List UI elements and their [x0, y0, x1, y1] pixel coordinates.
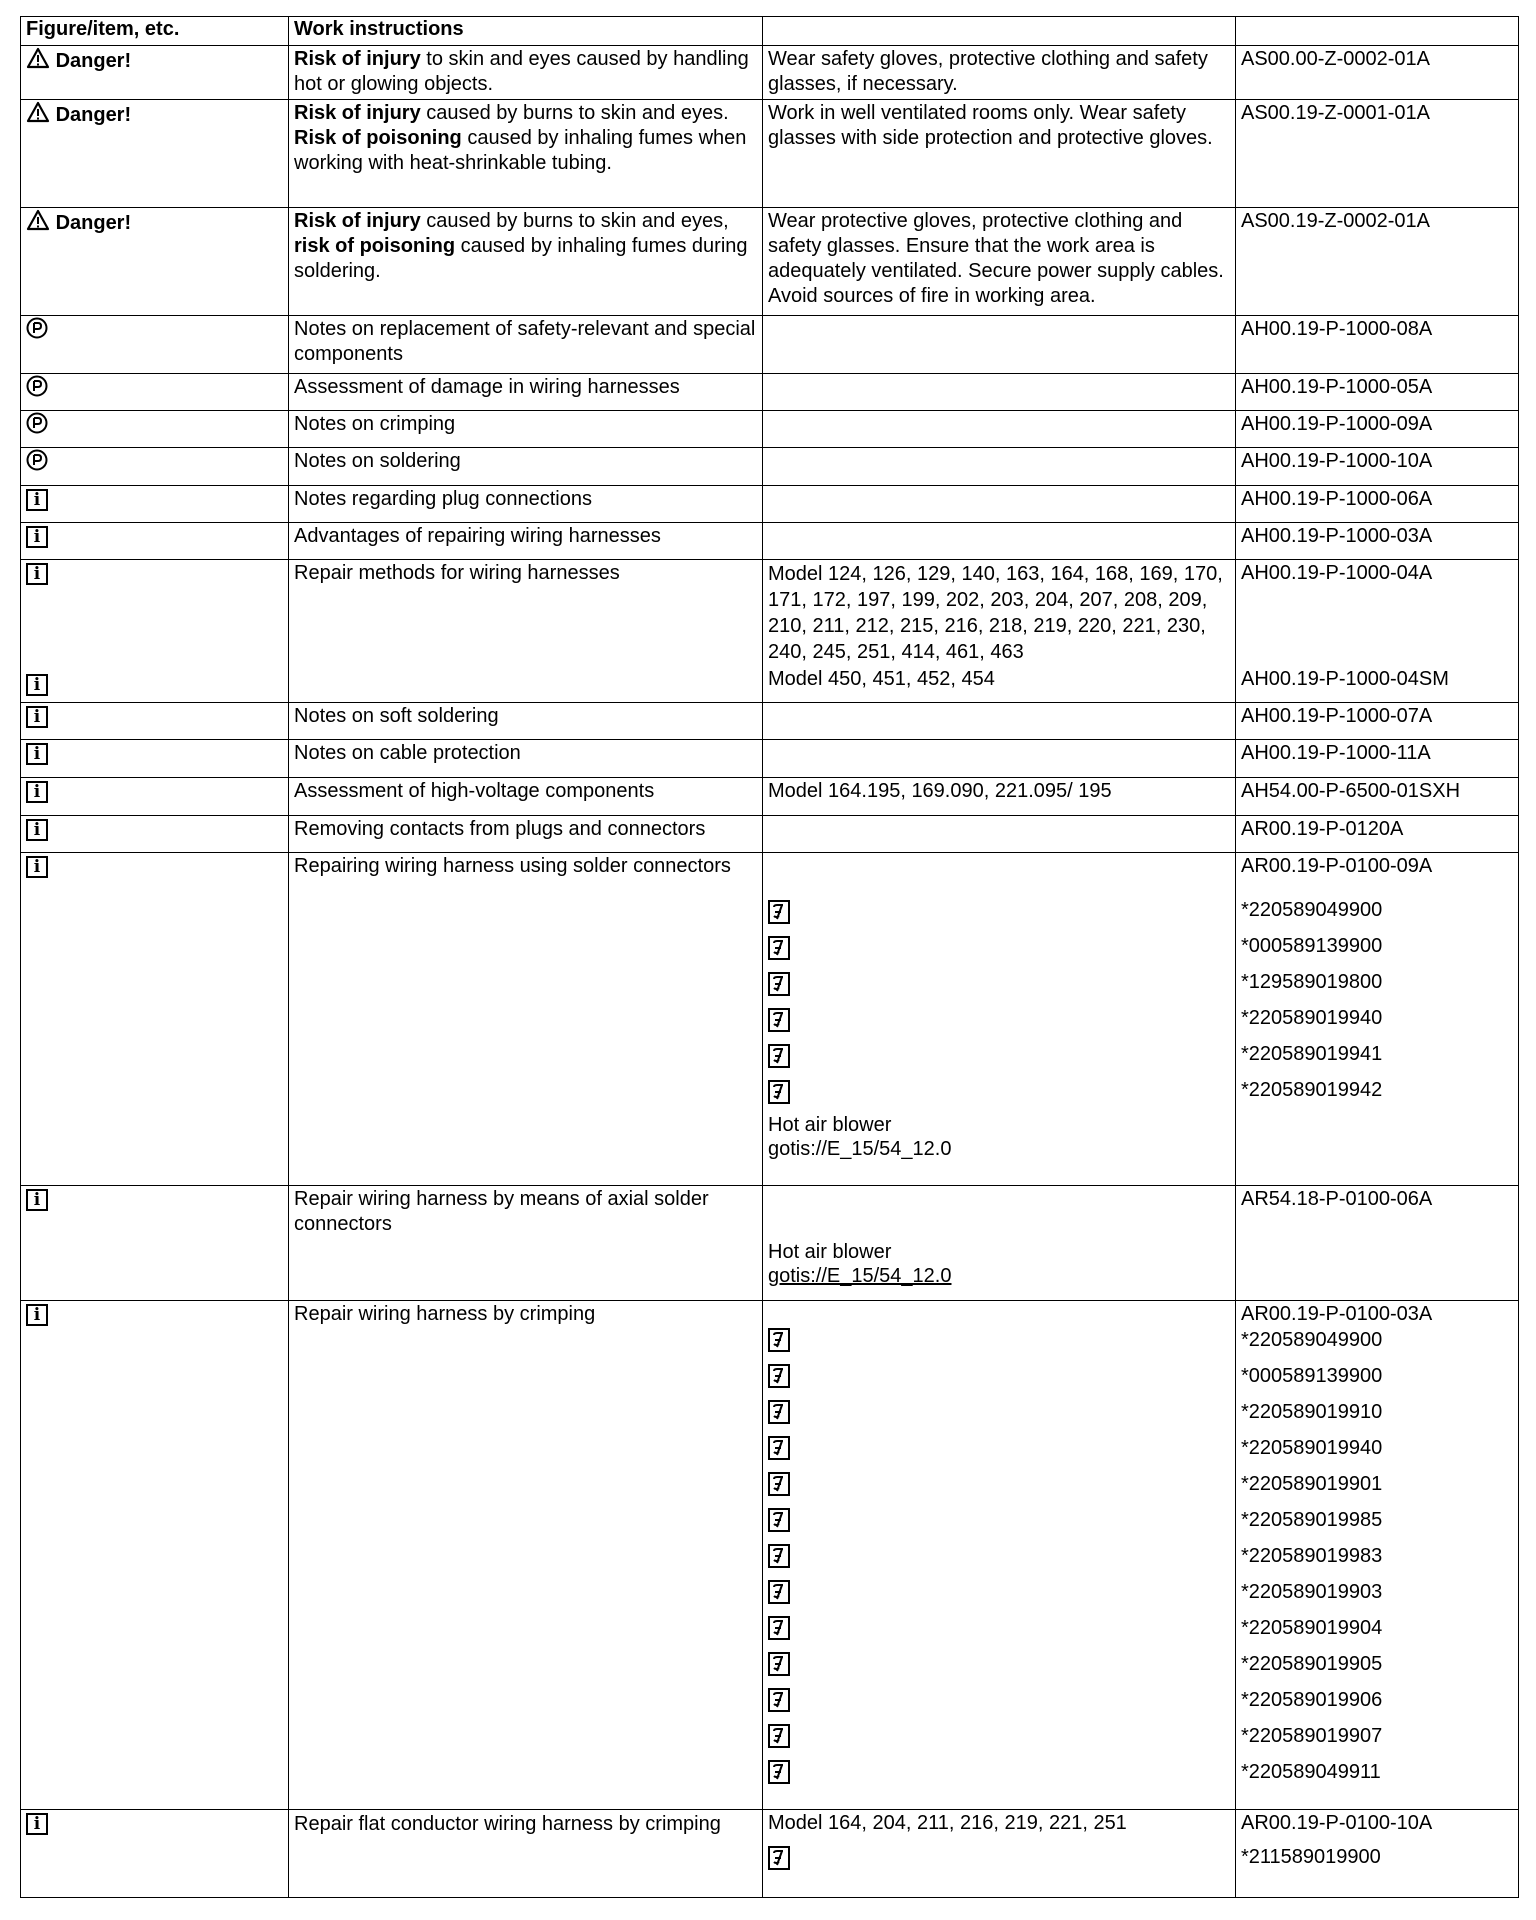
- special-tool-icon: [768, 1008, 790, 1032]
- model-list-2: Model 450, 451, 452, 454: [768, 668, 995, 690]
- note-icon-cell: [21, 374, 289, 411]
- tool-icon-row: [768, 1753, 1230, 1789]
- info-row: [21, 816, 1519, 853]
- danger-row: [21, 208, 1519, 316]
- special-tool-number[interactable]: *220589019941: [1241, 1043, 1383, 1065]
- tool-numbers-column: [1236, 853, 1519, 1186]
- note-empty: [763, 448, 1236, 486]
- blower-cell: [763, 1186, 1236, 1301]
- note-reference[interactable]: AH00.19-P-1000-05A: [1236, 374, 1519, 411]
- special-tool-icon: [768, 1328, 790, 1352]
- info-icon-cell: [21, 853, 289, 1186]
- info-reference[interactable]: AH00.19-P-1000-03A: [1236, 523, 1519, 560]
- info-icon-cell: [21, 816, 289, 853]
- warning-triangle-icon: [26, 209, 50, 238]
- tool-icon-row: [768, 1609, 1230, 1645]
- reference-link-2[interactable]: AH00.19-P-1000-04SM: [1241, 668, 1449, 690]
- risk-label: Risk of injury: [294, 48, 421, 70]
- header-figure-item: Figure/item, etc.: [21, 17, 289, 46]
- risk-label-2: Risk of poisoning: [294, 127, 462, 149]
- special-tool-number[interactable]: *220589019907: [1241, 1725, 1383, 1747]
- tool-icon-row: [768, 1393, 1230, 1429]
- special-tool-icon: [768, 1080, 790, 1104]
- hot-air-blower-label: Hot air blower: [768, 1114, 892, 1136]
- info-icon-cell: [21, 1301, 289, 1810]
- info-model: [763, 1810, 1236, 1898]
- note-circle-icon: [26, 412, 48, 441]
- danger-reference: AS00.19-Z-0002-01A: [1236, 208, 1519, 316]
- special-tool-number[interactable]: *220589019985: [1241, 1509, 1383, 1531]
- special-tool-icon: [768, 1688, 790, 1712]
- work-instructions-table: [20, 16, 1519, 1898]
- special-tool-number[interactable]: *220589019901: [1241, 1473, 1383, 1495]
- risk-label: Risk of injury: [294, 210, 421, 232]
- tool-icon-row: [768, 1429, 1230, 1465]
- special-tool-icon: [768, 1400, 790, 1424]
- gotis-link[interactable]: gotis://E_15/54_12.0: [768, 1138, 952, 1160]
- special-tool-icon: [768, 1724, 790, 1748]
- info-icon: i: [26, 819, 48, 841]
- special-tool-number[interactable]: *220589019942: [1241, 1079, 1383, 1101]
- info-icon: i: [26, 706, 48, 728]
- info-text: Removing contacts from plugs and connectors: [289, 816, 763, 853]
- info-icon: i: [26, 781, 48, 803]
- gotis-link[interactable]: gotis://E_15/54_12.0: [768, 1265, 952, 1287]
- tool-icon-row: [768, 1001, 1230, 1037]
- info-empty: [763, 486, 1236, 523]
- info-icon: i: [26, 563, 48, 585]
- tool-icon-row: [768, 1537, 1230, 1573]
- special-tool-icon: [768, 1846, 790, 1870]
- tool-numbers-column: [1236, 1810, 1519, 1898]
- info-icon: i: [26, 526, 48, 548]
- special-tool-icon: [768, 1472, 790, 1496]
- danger-row: [21, 46, 1519, 100]
- special-tool-icon: [768, 900, 790, 924]
- tool-column: [763, 853, 1236, 1186]
- info-row-solder-connectors: [21, 853, 1519, 1186]
- special-tool-number[interactable]: *220589019940: [1241, 1007, 1383, 1029]
- danger-description: [289, 46, 763, 100]
- model-list: Model 164, 204, 211, 216, 219, 221, 251: [768, 1812, 1127, 1834]
- special-tool-icon: [768, 972, 790, 996]
- special-tool-number[interactable]: *220589019983: [1241, 1545, 1383, 1567]
- info-icon-cell: [21, 778, 289, 816]
- danger-row: [21, 100, 1519, 208]
- note-icon-cell: [21, 316, 289, 374]
- tool-icon-row: [768, 1357, 1230, 1393]
- reference-link[interactable]: AR00.19-P-0100-09A: [1241, 855, 1433, 877]
- info-row-crimping: [21, 1301, 1519, 1810]
- note-circle-icon: [26, 317, 48, 346]
- info-empty: [763, 740, 1236, 778]
- info-reference[interactable]: AH54.00-P-6500-01SXH: [1236, 778, 1519, 816]
- info-text: Advantages of repairing wiring harnesses: [289, 523, 763, 560]
- danger-cell: [21, 100, 289, 208]
- special-tool-icon: [768, 1508, 790, 1532]
- info-row-flat-conductor: [21, 1810, 1519, 1898]
- info-empty: [763, 816, 1236, 853]
- info-text: Notes on cable protection: [289, 740, 763, 778]
- info-icon-cell: [21, 1810, 289, 1898]
- special-tool-icon: [768, 1364, 790, 1388]
- note-row: [21, 374, 1519, 411]
- info-row: [21, 523, 1519, 560]
- special-tool-icon: [768, 936, 790, 960]
- info-text: Assessment of high-voltage components: [289, 778, 763, 816]
- tool-icon-row: [768, 1073, 1230, 1109]
- info-icon: i: [26, 1813, 48, 1835]
- special-tool-icon: [768, 1652, 790, 1676]
- tool-icon-row: [768, 1573, 1230, 1609]
- info-reference[interactable]: AH00.19-P-1000-06A: [1236, 486, 1519, 523]
- hot-air-blower-label: Hot air blower: [768, 1241, 892, 1263]
- info-empty: [763, 703, 1236, 740]
- tool-icon-row: [768, 1321, 1230, 1357]
- info-icon: i: [26, 1304, 48, 1326]
- danger-description: [289, 208, 763, 316]
- special-tool-number[interactable]: *220589049900: [1241, 1329, 1383, 1351]
- note-icon-cell: [21, 411, 289, 448]
- work-instructions-document: [20, 16, 1518, 1898]
- info-icon-cell: [21, 486, 289, 523]
- special-tool-number[interactable]: *220589019904: [1241, 1617, 1383, 1639]
- info-reference[interactable]: AH00.19-P-1000-07A: [1236, 703, 1519, 740]
- special-tool-number[interactable]: *220589019940: [1241, 1437, 1383, 1459]
- special-tool-icon: [768, 1616, 790, 1640]
- note-row: [21, 411, 1519, 448]
- special-tool-number[interactable]: *220589019903: [1241, 1581, 1383, 1603]
- danger-measures: Wear protective gloves, protective clothing and safety glasses. Ensure that the work area is adequately ventilated. Secure power supply cables. Avoid sources of fire in working area.: [763, 208, 1236, 316]
- special-tool-icon: [768, 1044, 790, 1068]
- tool-icon-row: [768, 1681, 1230, 1717]
- info-icon: i: [26, 489, 48, 511]
- note-empty: [763, 316, 1236, 374]
- info-row: [21, 778, 1519, 816]
- danger-description: [289, 100, 763, 208]
- note-text: Notes on replacement of safety-relevant and special components: [289, 316, 763, 374]
- note-empty: [763, 374, 1236, 411]
- danger-measures: Work in well ventilated rooms only. Wear safety glasses with side protection and protective gloves.: [763, 100, 1236, 208]
- info-reference[interactable]: AH00.19-P-1000-11A: [1236, 740, 1519, 778]
- danger-label: Danger!: [55, 49, 132, 72]
- info-text: Notes regarding plug connections: [289, 486, 763, 523]
- info-icon-cell: [21, 740, 289, 778]
- danger-cell: [21, 46, 289, 100]
- warning-triangle-icon: [26, 101, 50, 130]
- model-list: Model 124, 126, 129, 140, 163, 164, 168, 169, 170, 171, 172, 197, 199, 202, 203, 204, 207, 208, 209, 210, 211, 212, 215, 216, 218, 219, 220, 221, 230, 240, 245, 251, 414, 461, 463: [768, 563, 1223, 663]
- info-text: Repair methods for wiring harnesses: [289, 560, 763, 703]
- note-icon-cell: [21, 448, 289, 486]
- note-text: Assessment of damage in wiring harnesses: [289, 374, 763, 411]
- note-row: [21, 448, 1519, 486]
- danger-cell: [21, 208, 289, 316]
- risk-label: Risk of injury: [294, 102, 421, 124]
- special-tool-number[interactable]: *220589019906: [1241, 1689, 1383, 1711]
- info-row-axial: [21, 1186, 1519, 1301]
- danger-reference: AS00.19-Z-0001-01A: [1236, 100, 1519, 208]
- info-reference[interactable]: AR00.19-P-0120A: [1236, 816, 1519, 853]
- risk-text: caused by burns to skin and eyes.: [420, 102, 729, 124]
- tool-icon-row: [768, 893, 1230, 929]
- info-row-repair-methods: [21, 560, 1519, 703]
- info-reference[interactable]: AR54.18-P-0100-06A: [1236, 1186, 1519, 1301]
- risk-label-2: risk of poisoning: [294, 235, 456, 257]
- header-col4: [1236, 17, 1519, 46]
- note-circle-icon: [26, 449, 48, 478]
- special-tool-number[interactable]: *000589139900: [1241, 1365, 1383, 1387]
- tool-icon-row: [768, 1645, 1230, 1681]
- info-icon: i: [26, 1189, 48, 1211]
- special-tool-icon: [768, 1580, 790, 1604]
- warning-triangle-icon: [26, 47, 50, 76]
- info-reference: [1236, 560, 1519, 703]
- tool-icon-row: [768, 1501, 1230, 1537]
- reference-link[interactable]: AR00.19-P-0100-03A: [1241, 1303, 1433, 1325]
- info-text: Repair flat conductor wiring harness by crimping: [289, 1810, 763, 1898]
- info-icon: i: [26, 674, 48, 696]
- info-icon-cell: [21, 1186, 289, 1301]
- info-icon-cell: [21, 523, 289, 560]
- special-tool-number[interactable]: *129589019800: [1241, 971, 1383, 993]
- risk-text: to skin and eyes caused by handling hot or glowing objects.: [294, 48, 749, 95]
- tool-icon-row: [768, 929, 1230, 965]
- danger-measures: Wear safety gloves, protective clothing and safety glasses, if necessary.: [763, 46, 1236, 100]
- header-work-instructions: Work instructions: [289, 17, 763, 46]
- info-empty: [763, 523, 1236, 560]
- note-empty: [763, 411, 1236, 448]
- note-reference[interactable]: AH00.19-P-1000-10A: [1236, 448, 1519, 486]
- special-tool-number[interactable]: *220589019910: [1241, 1401, 1383, 1423]
- reference-link[interactable]: AH00.19-P-1000-04A: [1241, 562, 1433, 584]
- info-row: [21, 486, 1519, 523]
- special-tool-number[interactable]: *211589019900: [1241, 1846, 1381, 1868]
- risk-text-2: caused by inhaling fumes when working with heat-shrinkable tubing.: [294, 127, 747, 174]
- note-text: Notes on soldering: [289, 448, 763, 486]
- danger-reference: AS00.00-Z-0002-01A: [1236, 46, 1519, 100]
- special-tool-number[interactable]: *220589049900: [1241, 899, 1383, 921]
- info-icon-cell: [21, 560, 289, 703]
- risk-text-2: caused by inhaling fumes during soldering.: [294, 235, 748, 282]
- tool-icon-row: [768, 1465, 1230, 1501]
- header-col3: [763, 17, 1236, 46]
- tool-column: [763, 1301, 1236, 1810]
- note-reference[interactable]: AH00.19-P-1000-08A: [1236, 316, 1519, 374]
- special-tool-icon: [768, 1436, 790, 1460]
- info-icon: i: [26, 743, 48, 765]
- info-models: [763, 560, 1236, 703]
- special-tool-number[interactable]: *220589049911: [1241, 1761, 1381, 1783]
- special-tool-icon: [768, 1544, 790, 1568]
- note-text: Notes on crimping: [289, 411, 763, 448]
- info-icon-cell: [21, 703, 289, 740]
- info-text: Repair wiring harness by crimping: [289, 1301, 763, 1810]
- tool-numbers-column: [1236, 1301, 1519, 1810]
- note-row: [21, 316, 1519, 374]
- info-text: Repair wiring harness by means of axial solder connectors: [289, 1186, 763, 1301]
- note-reference[interactable]: AH00.19-P-1000-09A: [1236, 411, 1519, 448]
- risk-text: caused by burns to skin and eyes,: [420, 210, 729, 232]
- danger-label: Danger!: [55, 103, 132, 126]
- info-row: [21, 740, 1519, 778]
- danger-label: Danger!: [55, 211, 132, 234]
- reference-link[interactable]: AR00.19-P-0100-10A: [1241, 1812, 1433, 1834]
- info-text: Repairing wiring harness using solder connectors: [289, 853, 763, 1186]
- info-model: Model 164.195, 169.090, 221.095/ 195: [763, 778, 1236, 816]
- note-circle-icon: [26, 375, 48, 404]
- table-header-row: [21, 17, 1519, 46]
- tool-icon-row: [768, 965, 1230, 1001]
- tool-icon-row: [768, 1839, 1230, 1875]
- tool-icon-row: [768, 1037, 1230, 1073]
- info-icon: i: [26, 856, 48, 878]
- info-text: Notes on soft soldering: [289, 703, 763, 740]
- special-tool-icon: [768, 1760, 790, 1784]
- tool-icon-row: [768, 1717, 1230, 1753]
- special-tool-number[interactable]: *000589139900: [1241, 935, 1383, 957]
- info-row: [21, 703, 1519, 740]
- special-tool-number[interactable]: *220589019905: [1241, 1653, 1383, 1675]
